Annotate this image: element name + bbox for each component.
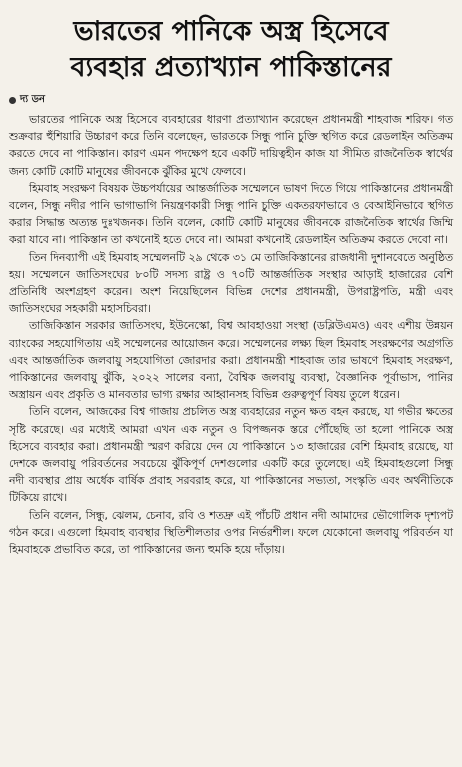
headline — [9, 14, 453, 86]
paragraph: তিনি বলেন, আজকের বিশ্ব গাজায় প্রচলিত অস্ত্র ব্যবহারের নতুন ক্ষত বহন করছে, যা গভীর ক্ষতের সৃষ্টি করেছে। এর মধ্যেই আমরা এখন এক নতুন ও বিপজ্জনক স্তরে পৌঁছেছি তা হলো পানিকে অস্ত্র হিসেবে ব্যবহার করা। প্রধানমন্ত্রী স্মরণ করিয়ে দেন যে পাকিস্তানে ১৩ হাজারের বেশি হিমবাহ রয়েছে, যা দেশকে জলবায়ু পরিবর্তনের সবচেয়ে ঝুঁকিপূর্ণ দেশগুলোর একটি করে তুলেছে। এই হিমবাহগুলো সিন্ধু নদী ব্যবস্থার প্রায় অর্ধেক বার্ষিক প্রবাহ সরবরাহ করে, যা পাকিস্তানের সভ্যতা, সংস্কৃতি এবং অর্থনীতিকে টিকিয়ে রাখে। — [9, 405, 453, 505]
paragraph: হিমবাহ সংরক্ষণ বিষয়ক উচ্চপর্যায়ের আন্তর্জাতিক সম্মেলনে ভাষণ দিতে গিয়ে পাকিস্তানের প্রধানমন্ত্রী বলেন, সিন্ধু নদীর পানি ভাগাভাগি নিয়ন্ত্রণকারী সিন্ধু পানি চুক্তি একতরফাভাবে ও বেআইনিভাবে স্থগিত করার সিদ্ধান্ত অত্যন্ত দুঃখজনক। তিনি বলেন, কোটি কোটি মানুষের জীবনকে রাজনৈতিক স্বার্থের জিম্মি করা যাবে না। পাকিস্তান তা কখনোই হতে দেবে না। আমরা কখনোই রেডলাইন অতিক্রম করতে দেবো না। — [9, 181, 453, 247]
headline-line-1: ভারতের পানিকে অস্ত্র হিসেবে — [73, 16, 389, 47]
paragraph: তাজিকিস্তান সরকার জাতিসংঘ, ইউনেস্কো, বিশ্ব আবহাওয়া সংস্থা (ডব্লিউএমও) এবং এশীয় উন্নয়ন ব্যাংকের সহযোগিতায় এই সম্মেলনের আয়োজন করে। সম্মেলনের লক্ষ্য ছিল হিমবাহ সংরক্ষণের অগ্রগতি এবং আন্তর্জাতিক জলবায়ু সহযোগিতা জোরদার করা। প্রধানমন্ত্রী শাহবাজ তার ভাষণে হিমবাহ সংরক্ষণ, পাকিস্তানের জলবায়ু ঝুঁকি, ২০২২ সালের বন্যা, বৈশ্বিক জলবায়ু ব্যবস্থা, বৈজ্ঞানিক পূর্বাভাস, পানির অস্ত্রায়ন এবং প্রকৃতি ও মানবতার ভাগ্য রক্ষার আহ্বানসহ বিভিন্ন গুরুত্বপূর্ণ বিষয় তুলে ধরেন। — [9, 319, 453, 402]
paragraph: তিন দিনব্যাপী এই হিমবাহ সম্মেলনটি ২৯ থেকে ৩১ মে তাজিকিস্তানের রাজধানী দুশানবেতে অনুষ্ঠিত হয়। সম্মেলনে জাতিসংঘের ৮০টি সদস্য রাষ্ট্র ও ৭০টি আন্তর্জাতিক সংস্থার আড়াই হাজারের বেশি প্রতিনিধি অংশগ্রহণ করেন। অংশ নিয়েছিলেন বিভিন্ন দেশের প্রধানমন্ত্রী, উপরাষ্ট্রপতি, মন্ত্রী এবং জাতিসংঘের সহকারী মহাসচিবরা। — [9, 250, 453, 316]
headline-line-2: ব্যবহার প্রত্যাখ্যান পাকিস্তানের — [70, 52, 392, 83]
source-label: দ্য ডন — [20, 94, 45, 105]
byline — [9, 92, 453, 109]
bullet-icon — [9, 97, 16, 104]
paragraph: ভারতের পানিকে অস্ত্র হিসেবে ব্যবহারের ধারণা প্রত্যাখ্যান করেছেন প্রধানমন্ত্রী শাহবাজ শরিফ। গত শুক্রবার হুঁশিয়ারি উচ্চারণ করে তিনি বলেছেন, ভারতকে সিন্ধু পানি চুক্তি স্থগিত করে রেডলাইন অতিক্রম করতে দেবে না পাকিস্তান। কারণ এমন পদক্ষেপ হবে একটি দায়িত্বহীন কাজ যা সীমিত রাজনৈতিক স্বার্থের জন্য কোটি কোটি মানুষের জীবনকে ঝুঁকির মুখে ফেলবে। — [9, 113, 453, 178]
article-body — [9, 111, 453, 558]
paragraph: তিনি বলেন, সিন্ধু, ঝেলম, চেনাব, রবি ও শতদ্রু এই পাঁচটি প্রধান নদী আমাদের ভৌগোলিক দৃশ্যপট গঠন করে। এগুলো হিমবাহ ব্যবস্থার স্থিতিশীলতার ওপর নির্ভরশীল। ফলে যেকোনো জলবায়ু পরিবর্তন যা হিমবাহকে প্রভাবিত করে, তা পাকিস্তানের জন্য হুমকি হয়ে দাঁড়ায়। — [9, 508, 453, 557]
